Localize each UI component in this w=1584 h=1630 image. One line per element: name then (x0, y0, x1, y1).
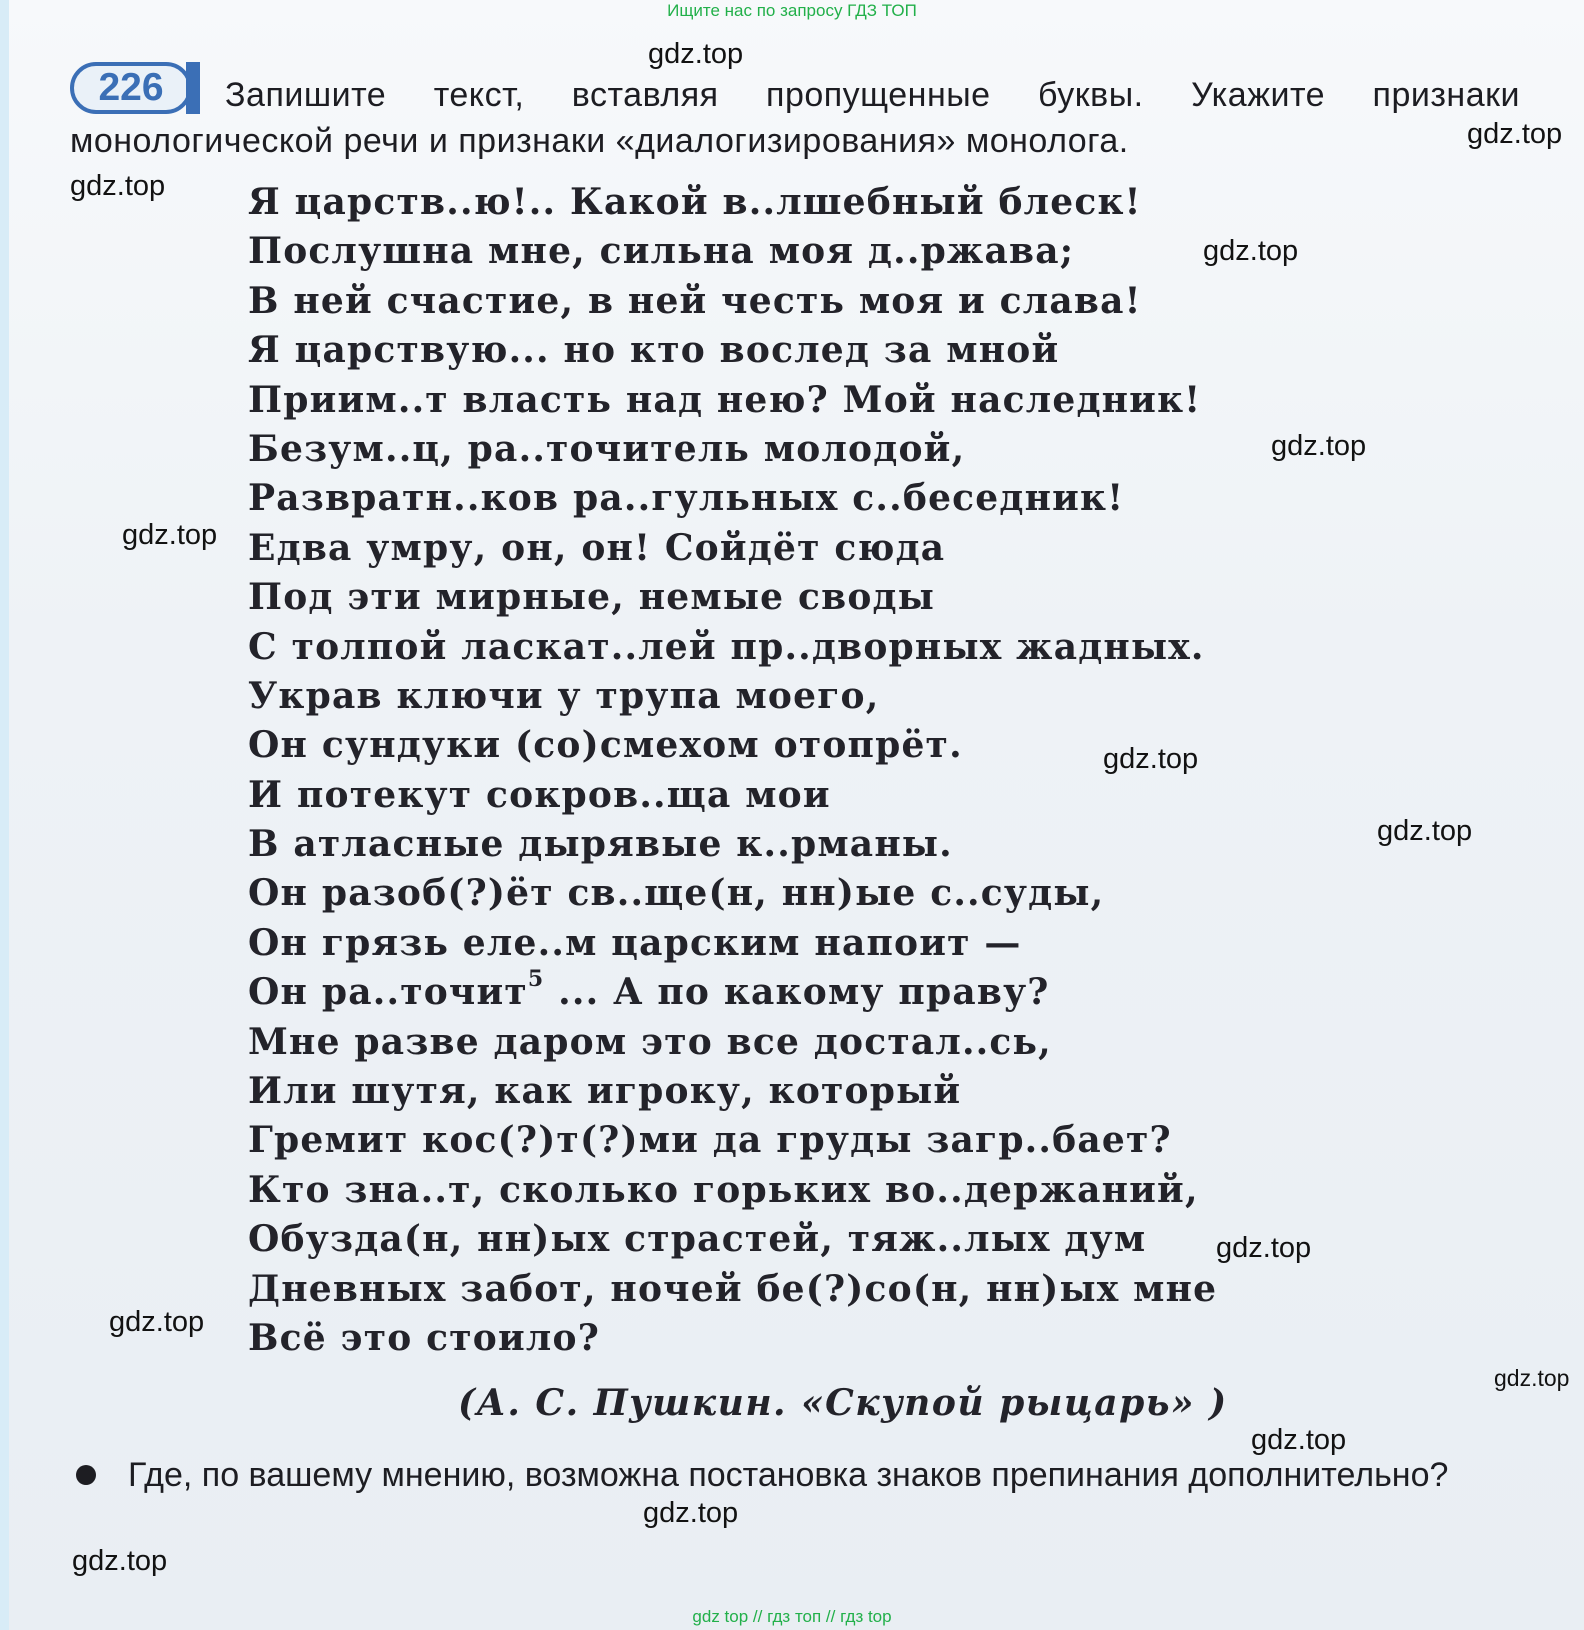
poem-line: Он грязь еле..м царским напоит — (248, 921, 1022, 964)
poem-line-part: Он ра..точит (248, 971, 528, 1014)
poem-line: Кто зна..т, сколько горьких во..держаний, (248, 1168, 1199, 1211)
poem-line: Дневных забот, ночей бе(?)со(н, нн)ых мне (248, 1267, 1218, 1310)
watermark: gdz.top (1494, 1365, 1570, 1391)
poem-author: (А. С. Пушкин. «Скупой рыцарь» ) (458, 1382, 1228, 1424)
watermark: gdz.top (1271, 430, 1367, 462)
watermark: gdz.top (648, 38, 744, 70)
watermark: gdz.top (1203, 235, 1299, 267)
task-number: 226 (98, 66, 164, 109)
poem-line: В атласные дырявые к..рманы. (248, 823, 953, 866)
watermark: gdz.top (70, 170, 166, 202)
poem-line-part: ... А по какому праву? (544, 971, 1050, 1014)
poem-line: Приим..т власть над нею? Мой наследник! (248, 378, 1202, 421)
poem-line: Украв ключи у трупа моего, (248, 674, 880, 717)
poem-line: В ней счастие, в ней честь моя и слава! (248, 279, 1142, 322)
poem-text (248, 178, 1217, 1363)
poem-line: Под эти мирные, немые своды (248, 576, 936, 619)
follow-up-question: Где, по вашему мнению, возможна постановка знаков препинания дополнительно? (128, 1456, 1449, 1494)
poem-line: Мне разве даром это все достал..сь, (248, 1020, 1052, 1063)
poem-line: Он разоб(?)ёт св..ще(н, нн)ые с..суды, (248, 872, 1105, 915)
watermark: gdz.top (1103, 743, 1199, 775)
poem-line: Послушна мне, сильна моя д..ржава; (248, 230, 1075, 273)
watermark: gdz.top (1251, 1424, 1347, 1456)
poem-line: Развратн..ков ра..гульных с..беседник! (248, 477, 1125, 520)
watermark: gdz.top (72, 1545, 168, 1577)
poem-line: Едва умру, он, он! Сойдёт сюда (248, 526, 946, 569)
watermark: gdz.top (1216, 1232, 1312, 1264)
watermark: gdz.top (643, 1497, 739, 1529)
footer-link[interactable]: gdz top // гдз топ // гдз top (692, 1607, 892, 1626)
poem-line: Я царствую... но кто вослед за мной (248, 329, 1060, 372)
poem-line: Всё это стоило? (248, 1316, 600, 1359)
poem-line: Обузда(н, нн)ых страстей, тяж..лых дум (248, 1218, 1147, 1261)
poem-line: Я царств..ю!.. Какой в..лшебный блеск! (248, 181, 1142, 223)
poem-line: Гремит кос(?)т(?)ми да груды загр..бает? (248, 1119, 1172, 1162)
poem-line: Он сундуки (со)смехом отопрёт. (248, 724, 963, 767)
watermark: gdz.top (1467, 118, 1563, 150)
poem-line: И потекут сокров..ща мои (248, 773, 831, 816)
watermark: gdz.top (1377, 815, 1473, 847)
poem-line: С толпой ласкат..лей пр..дворных жадных. (248, 625, 1205, 668)
poem-line: Безум..ц, ра..точитель молодой, (248, 427, 966, 470)
watermark: gdz.top (109, 1306, 205, 1338)
left-edge-strip (0, 0, 9, 1630)
watermark: gdz.top (122, 519, 218, 551)
top-banner[interactable]: Ищите нас по запросу ГДЗ ТОП (667, 1, 917, 20)
poem-line: Или шутя, как игроку, который (248, 1070, 962, 1113)
task-instruction: Запишите текст, вставляя пропущенные буквы. Укажите признаки монологической речи и признаки «диалогизирования» монолога. (70, 76, 1520, 160)
footnote-mark: 5 (527, 966, 545, 993)
poem-line-with-footnote (248, 968, 1217, 1017)
